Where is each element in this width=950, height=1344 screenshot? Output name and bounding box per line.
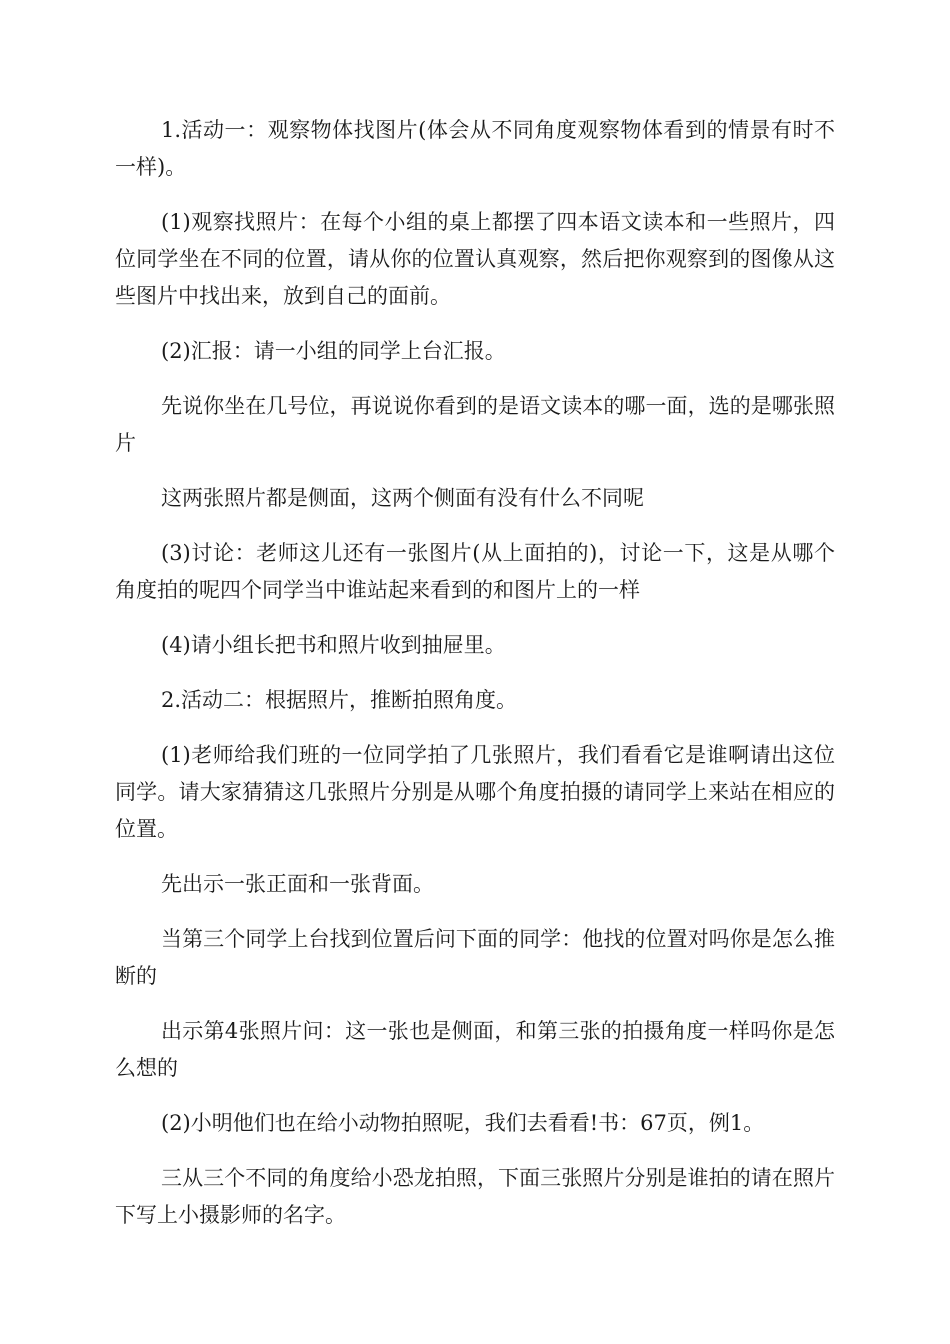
paragraph-dinosaur: 三从三个不同的角度给小恐龙拍照，下面三张照片分别是谁拍的请在照片下写上小摄影师的名字。 bbox=[115, 1166, 835, 1227]
paragraph-xiaoming: (2)小明他们也在给小动物拍照呢，我们去看看!书：67页，例1。 bbox=[161, 1111, 765, 1135]
paragraph-fourth-photo: 出示第4张照片问：这一张也是侧面，和第三张的拍摄角度一样吗你是怎么想的 bbox=[115, 1019, 835, 1080]
paragraph-discussion: (3)讨论：老师这儿还有一张图片(从上面拍的)，讨论一下，这是从哪个角度拍的呢四个同学当中谁站起来看到的和图片上的一样 bbox=[115, 541, 835, 602]
paragraph-collect-books: (4)请小组长把书和照片收到抽屉里。 bbox=[161, 633, 506, 657]
paragraph-observe-photos: (1)观察找照片：在每个小组的桌上都摆了四本语文读本和一些照片，四位同学坐在不同的位置，请从你的位置认真观察，然后把你观察到的图像从这些图片中找出来，放到自己的面前。 bbox=[115, 210, 835, 308]
paragraph-teacher-photos: (1)老师给我们班的一位同学拍了几张照片，我们看看它是谁啊请出这位同学。请大家猜猜这几张照片分别是从哪个角度拍摄的请同学上来站在相应的位置。 bbox=[115, 743, 835, 841]
paragraph-side-difference: 这两张照片都是侧面，这两个侧面有没有什么不同呢 bbox=[161, 486, 644, 510]
paragraph-third-student: 当第三个同学上台找到位置后问下面的同学：他找的位置对吗你是怎么推断的 bbox=[115, 927, 835, 988]
paragraph-report: (2)汇报：请一小组的同学上台汇报。 bbox=[161, 339, 506, 363]
document-body bbox=[115, 112, 835, 1252]
paragraph-front-back: 先出示一张正面和一张背面。 bbox=[161, 872, 434, 896]
paragraph-activity-one: 1.活动一：观察物体找图片(体会从不同角度观察物体看到的情景有时不一样)。 bbox=[115, 118, 835, 179]
paragraph-activity-two: 2.活动二：根据照片，推断拍照角度。 bbox=[161, 688, 518, 712]
paragraph-seat-question: 先说你坐在几号位，再说说你看到的是语文读本的哪一面，选的是哪张照片 bbox=[115, 394, 835, 455]
